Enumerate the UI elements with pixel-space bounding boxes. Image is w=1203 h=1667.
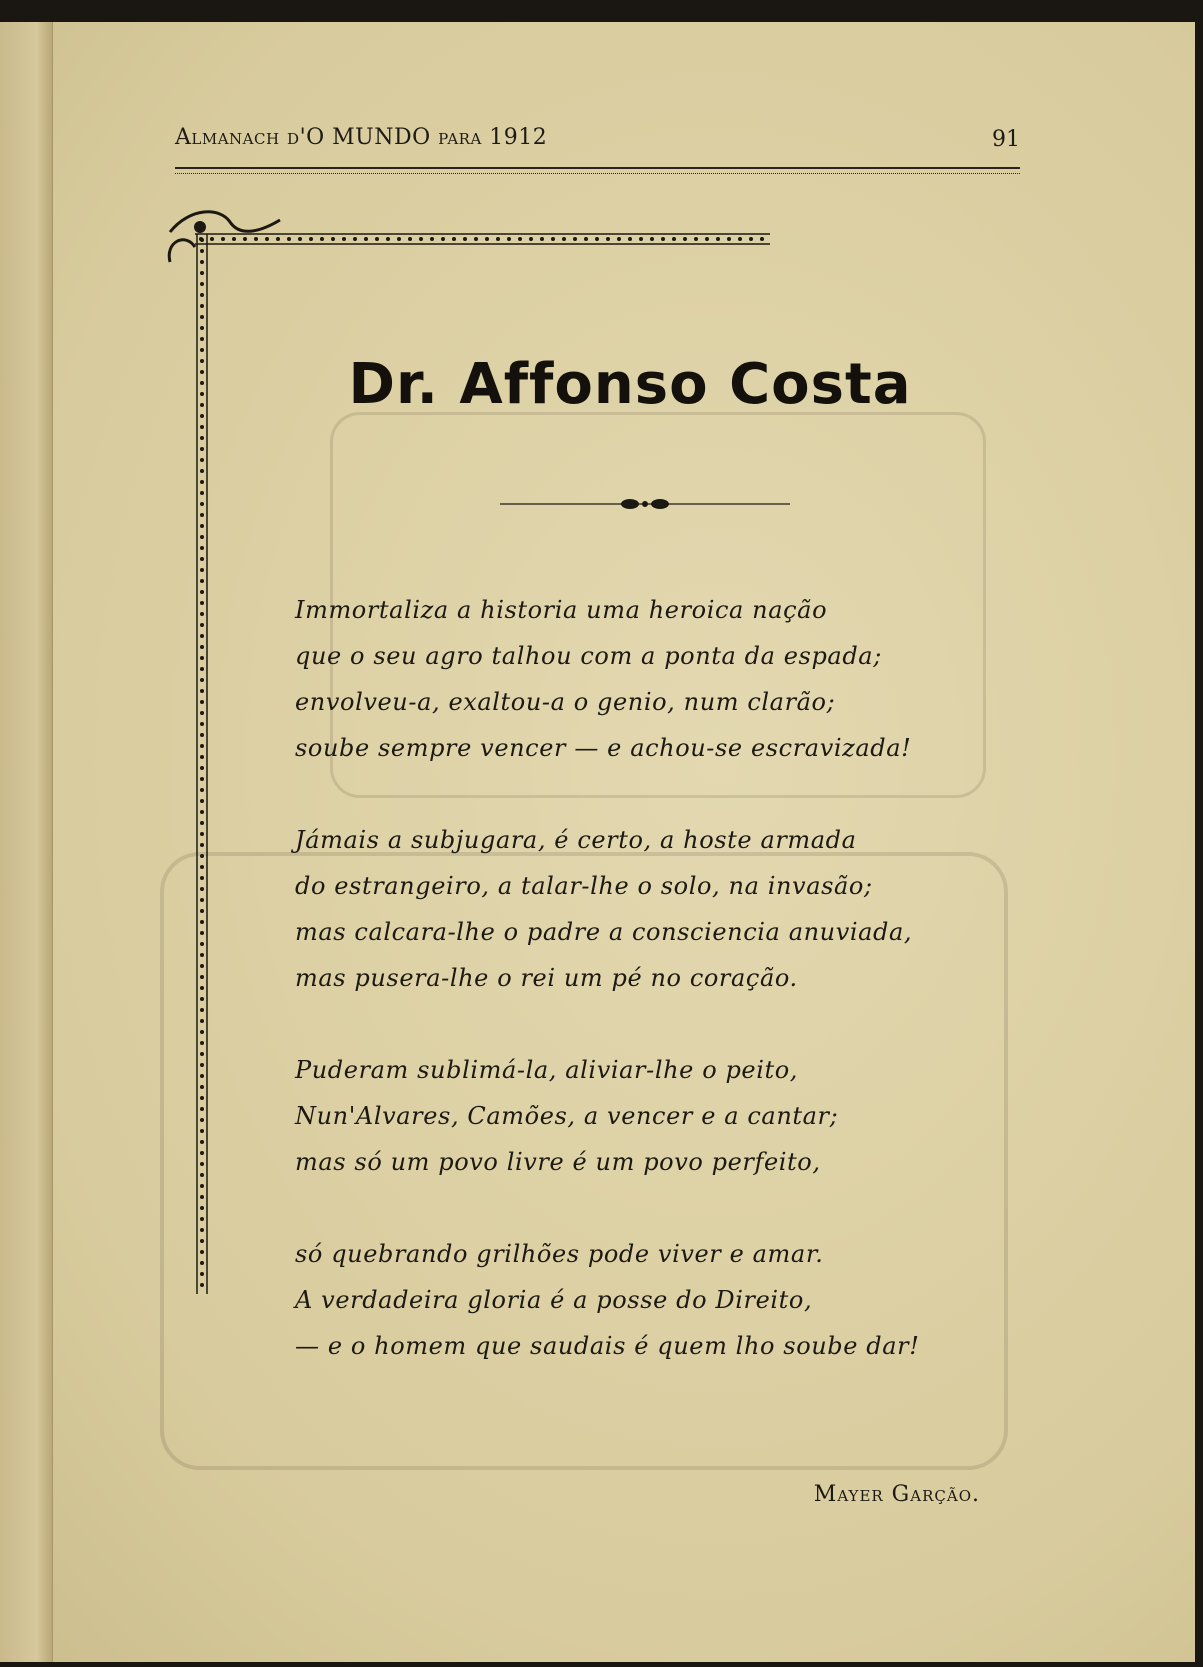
poem-line: — e o homem que saudais é quem lho soube dar! <box>295 1332 920 1360</box>
poem-line: A verdadeira gloria é a posse do Direito, <box>295 1286 813 1314</box>
running-header <box>175 105 1020 152</box>
title-divider <box>500 497 790 511</box>
poem-line: soube sempre vencer — e achou-se escravizada! <box>295 734 912 762</box>
article-title: Dr. Affonso Costa <box>348 352 912 417</box>
page-number: 91 <box>992 127 1020 152</box>
stanza-gap <box>295 1001 995 1047</box>
flourish-ornament-icon <box>160 202 290 292</box>
poem-line: envolveu-a, exaltou-a o genio, num clarão; <box>295 688 836 716</box>
stanza-gap <box>295 771 995 817</box>
poem-line: só quebrando grilhões pode viver e amar. <box>295 1240 824 1268</box>
poem <box>295 587 995 1369</box>
poem-line: que o seu agro talhou com a ponta da espada; <box>295 642 882 670</box>
binding-edge <box>0 22 53 1662</box>
poem-line: Immortaliza a historia uma heroica nação <box>295 596 828 624</box>
running-title: Almanach d'O MUNDO para 1912 <box>175 125 548 150</box>
poem-author: Mayer Garção. <box>813 1482 980 1507</box>
poem-line: mas só um povo livre é um povo perfeito, <box>295 1148 821 1176</box>
poem-line: mas calcara-lhe o padre a consciencia anuviada, <box>295 918 913 946</box>
poem-line: Puderam sublimá-la, aliviar-lhe o peito, <box>295 1056 799 1084</box>
header-rule <box>175 167 1020 174</box>
poem-line: Jámais a subjugara, é certo, a hoste armada <box>295 826 857 854</box>
ornamental-frame-left <box>195 234 209 1294</box>
poem-line: mas pusera-lhe o rei um pé no coração. <box>295 964 798 992</box>
poem-line: Nun'Alvares, Camões, a vencer e a cantar; <box>295 1102 839 1130</box>
stanza-gap <box>295 1185 995 1231</box>
poem-line: do estrangeiro, a talar-lhe o solo, na invasão; <box>295 872 873 900</box>
book-page <box>0 22 1195 1662</box>
